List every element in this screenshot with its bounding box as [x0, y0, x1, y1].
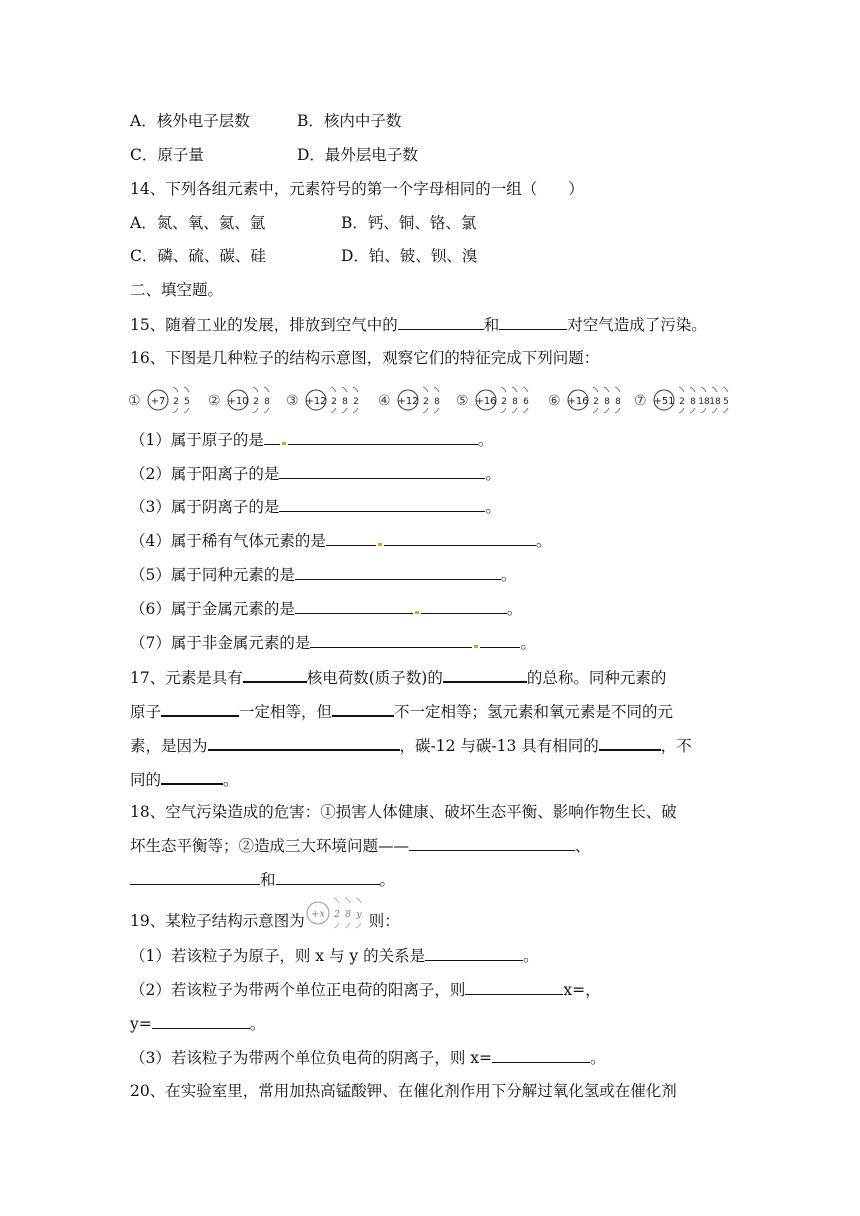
- q19-stem-end: 则：: [368, 912, 400, 930]
- q16-blank-4a[interactable]: [326, 529, 376, 546]
- electron-shell-arc: [593, 387, 598, 392]
- nucleus-charge-label: +12: [305, 396, 327, 407]
- electron-count-label: 2: [333, 910, 340, 920]
- nucleus-charge-label: +10: [227, 396, 249, 407]
- q15-text-3: 对空气造成了污染。: [567, 316, 707, 334]
- electron-count-label: 2: [331, 397, 337, 407]
- electron-count-label: 2: [173, 397, 179, 407]
- q17-blank-5[interactable]: [208, 733, 400, 751]
- q18-text-4: 。: [379, 871, 396, 889]
- q16-sub-6-end: 。: [506, 600, 523, 618]
- electron-count-label: 2: [253, 397, 259, 407]
- particle-svg: [456, 383, 537, 417]
- electron-shell-arc: [679, 387, 684, 392]
- particle-index-label: ⑤: [456, 393, 469, 409]
- q19-sub-1-text: （1）若该粒子为原子，则 x 与 y 的关系是: [130, 947, 426, 965]
- q19-stem-text: 19、某粒子结构示意图为: [130, 912, 305, 930]
- electron-count-label: 5: [184, 397, 190, 407]
- q17-text-8: ，碳-12 与碳-13 具有相同的: [399, 737, 599, 755]
- electron-shell-arc: [345, 898, 350, 903]
- q17-blank-1[interactable]: [243, 665, 307, 683]
- electron-count-label: 8: [342, 397, 348, 407]
- electron-shell-arc: [512, 408, 517, 413]
- q17-line-3: [130, 733, 692, 757]
- electron-shell-arc: [253, 387, 258, 392]
- q17-text-2: 核电荷数(质子数)的: [306, 669, 443, 687]
- electron-shell-arc: [353, 387, 358, 392]
- q17-line-2: [130, 699, 673, 723]
- nucleus-charge-label: +16: [475, 396, 497, 407]
- q18-line-2: [130, 834, 591, 857]
- electron-shell-arc: [334, 923, 339, 928]
- electron-shell-arc: [690, 387, 695, 392]
- nucleus-charge-label: +7: [150, 396, 166, 407]
- q19-blank-2[interactable]: [465, 978, 563, 995]
- q18-text-2: 、: [575, 837, 591, 855]
- q15-blank-1[interactable]: [398, 313, 484, 330]
- q18-line-3: [130, 868, 395, 891]
- q13-option-d: D．最外层电子数: [297, 146, 418, 164]
- nucleus-charge-label: +12: [397, 396, 419, 407]
- section-title-fill-in: 二、填空题。: [130, 281, 224, 299]
- electron-count-label: 8: [264, 397, 270, 407]
- electron-count-label: 8: [512, 397, 518, 407]
- q15-text-2: 和: [483, 316, 500, 334]
- q18-blank-2[interactable]: [130, 868, 260, 885]
- electron-shell-arc: [690, 408, 695, 413]
- electron-count-label: 8: [690, 397, 696, 407]
- q19-sub-2-end: 。: [249, 1015, 266, 1033]
- nucleus-charge-label: +x: [310, 909, 325, 920]
- q16-sub-4: [130, 529, 551, 552]
- particle-svg: [634, 383, 737, 417]
- q13-option-c: C．原子量: [130, 146, 204, 164]
- electron-count-label: 5: [723, 397, 729, 407]
- q17-blank-7[interactable]: [161, 767, 223, 785]
- electron-count-label: 2: [593, 397, 599, 407]
- electron-shell-arc: [423, 408, 428, 413]
- electron-shell-arc: [679, 408, 684, 413]
- q16-sub-4-text: （4）属于稀有气体元素的是: [130, 532, 326, 550]
- electron-shell-arc: [173, 408, 178, 413]
- particle-diagram-6: [548, 383, 629, 417]
- q16-sub-2: [130, 462, 501, 485]
- electron-shell-arc: [264, 387, 269, 392]
- q19-blank-4[interactable]: [492, 1046, 590, 1063]
- electron-shell-arc: [184, 387, 189, 392]
- particle-index-label: ⑦: [634, 393, 647, 409]
- electron-count-label: 8: [615, 397, 621, 407]
- q19-sub-2-y: y=: [130, 1015, 152, 1033]
- electron-count-label: 6: [523, 397, 529, 407]
- q17-blank-2[interactable]: [443, 665, 527, 683]
- q18-text-3: 和: [260, 871, 276, 889]
- q16-blank-2[interactable]: [279, 462, 485, 479]
- nucleus-charge-label: +16: [567, 396, 589, 407]
- q16-blank-6a[interactable]: [295, 597, 413, 614]
- electron-shells: [333, 898, 362, 928]
- q19-sub-2-x: x=，: [563, 981, 601, 999]
- q17-text-7: 素，是因为: [130, 737, 208, 755]
- q14-options-row2: [130, 245, 477, 267]
- electron-shell-arc: [523, 387, 528, 392]
- q17-text-6: 不一定相等；氢元素和氧元素是不同的元: [394, 703, 674, 721]
- q17-text-10: 同的: [130, 771, 162, 789]
- q16-sub-7-end: 。: [520, 634, 536, 652]
- electron-shell-arc: [434, 408, 439, 413]
- q18-line-1: 18、空气污染造成的危害：①损害人体健康、破坏生态平衡、影响作物生长、破: [130, 803, 677, 821]
- electron-shell-arc: [604, 387, 609, 392]
- particle-svg: [286, 383, 367, 417]
- electron-shell-arc: [701, 408, 706, 413]
- highlight-mark: [415, 611, 419, 614]
- q17-line-4: [130, 767, 239, 791]
- electron-shell-arc: [712, 408, 717, 413]
- q14-options-row1: [130, 212, 476, 234]
- q19-stem: [130, 910, 400, 933]
- q16-blank-4[interactable]: [384, 529, 536, 546]
- electron-shell-arc: [712, 387, 717, 392]
- q14-option-b: B．钙、铜、铬、氯: [341, 214, 477, 232]
- highlight-mark: [474, 645, 478, 648]
- q16-sub-3-end: 。: [485, 498, 501, 516]
- electron-count-label: 8: [344, 910, 351, 920]
- highlight-mark: [282, 442, 286, 445]
- electron-shell-arc: [342, 408, 347, 413]
- q14-option-d: D．铂、铍、钡、溴: [341, 247, 478, 265]
- q16-sub-5-text: （5）属于同种元素的是: [130, 566, 295, 584]
- q15-text-1: 15、随着工业的发展，排放到空气中的: [130, 316, 398, 334]
- electron-shell-arc: [356, 923, 361, 928]
- q16-sub-1-text: （1）属于原子的是: [130, 431, 264, 449]
- q17-blank-6[interactable]: [599, 733, 661, 751]
- q16-blank-1[interactable]: [288, 428, 478, 445]
- q16-blank-7a[interactable]: [310, 631, 472, 648]
- electron-shell-arc: [342, 387, 347, 392]
- particle-index-label: ①: [128, 393, 141, 409]
- q19-blank-1[interactable]: [425, 944, 523, 961]
- q17-blank-4[interactable]: [332, 699, 394, 717]
- q16-sub-7: [130, 631, 536, 654]
- electron-shell-arc: [723, 408, 728, 413]
- electron-shell-arc: [353, 408, 358, 413]
- q19-sub-2: [130, 978, 601, 1001]
- q16-blank-3[interactable]: [279, 495, 485, 512]
- q19-sub-3: [130, 1046, 606, 1069]
- q19-blank-3[interactable]: [152, 1012, 250, 1029]
- nucleus-charge-label: +51: [653, 396, 675, 407]
- electron-count-label: 2: [353, 397, 359, 407]
- electron-shell-arc: [345, 923, 350, 928]
- q18-blank-3[interactable]: [276, 868, 380, 885]
- q16-sub-4-end: 。: [535, 532, 552, 550]
- q19-sub-3-text: （3）若该粒子为带两个单位负电荷的阴离子，则 x=: [130, 1049, 493, 1067]
- q14-stem: 14、下列各组元素中，元素符号的第一个字母相同的一组（ ）: [130, 180, 584, 198]
- electron-count-label: 18: [709, 397, 721, 407]
- q18-text-1: 坏生态平衡等；②造成三大环境问题——: [130, 837, 410, 855]
- q15-line: [130, 313, 707, 336]
- q16-sub-1: [130, 428, 493, 451]
- q16-sub-2-end: 。: [485, 465, 501, 483]
- q16-sub-5: [130, 563, 516, 586]
- q13-option-a: A．核外电子层数: [130, 112, 250, 130]
- q18-blank-1[interactable]: [409, 834, 575, 851]
- q15-blank-2[interactable]: [499, 313, 567, 330]
- q19-sub-1: [130, 944, 539, 967]
- particle-svg: [128, 383, 198, 417]
- q19-sub-2-cont: [130, 1012, 265, 1035]
- electron-count-label: 2: [501, 397, 507, 407]
- particle-diagram-2: [208, 383, 278, 417]
- electron-shell-arc: [264, 408, 269, 413]
- electron-shell-arc: [701, 387, 706, 392]
- q13-option-b: B．核内中子数: [297, 112, 402, 130]
- particle-index-label: ③: [286, 393, 299, 409]
- particle-index-label: ②: [208, 393, 221, 409]
- particle-svg: [548, 383, 629, 417]
- electron-shell-arc: [331, 408, 336, 413]
- q17-text-5: 一定相等，但: [239, 703, 333, 721]
- electron-shell-arc: [593, 408, 598, 413]
- electron-shell-arc: [512, 387, 517, 392]
- q17-text-1: 17、元素是具有: [130, 669, 243, 687]
- q17-blank-3[interactable]: [161, 699, 239, 717]
- particle-diagram-3: [286, 383, 367, 417]
- electron-shell-arc: [434, 387, 439, 392]
- electron-shell-arc: [356, 898, 361, 903]
- particle-diagram-4: [378, 383, 448, 417]
- q17-line-1: [130, 665, 666, 689]
- electron-count-label: 8: [604, 397, 610, 407]
- q16-sub-3: [130, 495, 501, 518]
- q16-blank-5[interactable]: [295, 563, 501, 580]
- electron-shell-arc: [173, 387, 178, 392]
- q19-sub-2-text: （2）若该粒子为带两个单位正电荷的阳离子，则: [130, 981, 466, 999]
- q13-options-row2: [130, 144, 418, 166]
- particle-index-label: ④: [378, 393, 391, 409]
- q16-sub-6-text: （6）属于金属元素的是: [130, 600, 295, 618]
- electron-count-label: 18: [698, 397, 710, 407]
- particle-diagram-5: [456, 383, 537, 417]
- electron-shell-arc: [253, 408, 258, 413]
- electron-shell-arc: [423, 387, 428, 392]
- electron-shell-arc: [184, 408, 189, 413]
- particle-diagram-xy: [305, 893, 369, 933]
- q16-sub-1-end: 。: [477, 431, 494, 449]
- q17-text-11: 。: [223, 771, 239, 789]
- q16-sub-5-end: 。: [500, 566, 517, 584]
- electron-shell-arc: [615, 408, 620, 413]
- q16-sub-2-text: （2）属于阳离子的是: [130, 465, 280, 483]
- q19-sub-3-end: 。: [590, 1049, 606, 1067]
- particle-index-label: ⑥: [548, 393, 561, 409]
- q20-line-1: 20、在实验室里，常用加热高锰酸钾、在催化剂作用下分解过氧化氢或在催化剂: [130, 1082, 677, 1100]
- electron-count-label: 8: [434, 397, 440, 407]
- q19-sub-1-end: 。: [523, 947, 539, 965]
- highlight-mark: [378, 543, 382, 546]
- q16-blank-6[interactable]: [421, 597, 507, 614]
- electron-shell-arc: [334, 898, 339, 903]
- q14-option-c: C．磷、硫、碳、硅: [130, 247, 266, 265]
- q16-sub-3-text: （3）属于阴离子的是: [130, 498, 280, 516]
- q16-sub-6: [130, 597, 522, 620]
- electron-shell-arc: [501, 408, 506, 413]
- q14-option-a: A．氮、氧、氦、氩: [130, 214, 266, 232]
- q17-text-4: 原子: [130, 703, 162, 721]
- q17-text-3: 的总称。同种元素的: [526, 669, 667, 687]
- q16-blank-7[interactable]: [480, 631, 520, 648]
- electron-shell-arc: [615, 387, 620, 392]
- electron-shell-arc: [604, 408, 609, 413]
- electron-shell-arc: [523, 408, 528, 413]
- particle-svg: [378, 383, 448, 417]
- particle-diagram-1: [128, 383, 198, 417]
- q13-options-row1: [130, 110, 401, 132]
- q16-blank-1a[interactable]: [264, 428, 280, 445]
- electron-shell-arc: [501, 387, 506, 392]
- particle-svg: [208, 383, 278, 417]
- electron-count-label: y: [356, 910, 362, 920]
- q16-stem: 16、下图是几种粒子的结构示意图，观察它们的特征完成下列问题：: [130, 349, 600, 367]
- q17-text-9: ，不: [660, 737, 692, 755]
- electron-count-label: 2: [679, 397, 685, 407]
- electron-shell-arc: [723, 387, 728, 392]
- electron-shell-arc: [331, 387, 336, 392]
- q16-sub-7-text: （7）属于非金属元素的是: [130, 634, 311, 652]
- particle-structure-diagrams: [128, 383, 748, 417]
- electron-count-label: 2: [423, 397, 429, 407]
- particle-diagram-7: [634, 383, 737, 417]
